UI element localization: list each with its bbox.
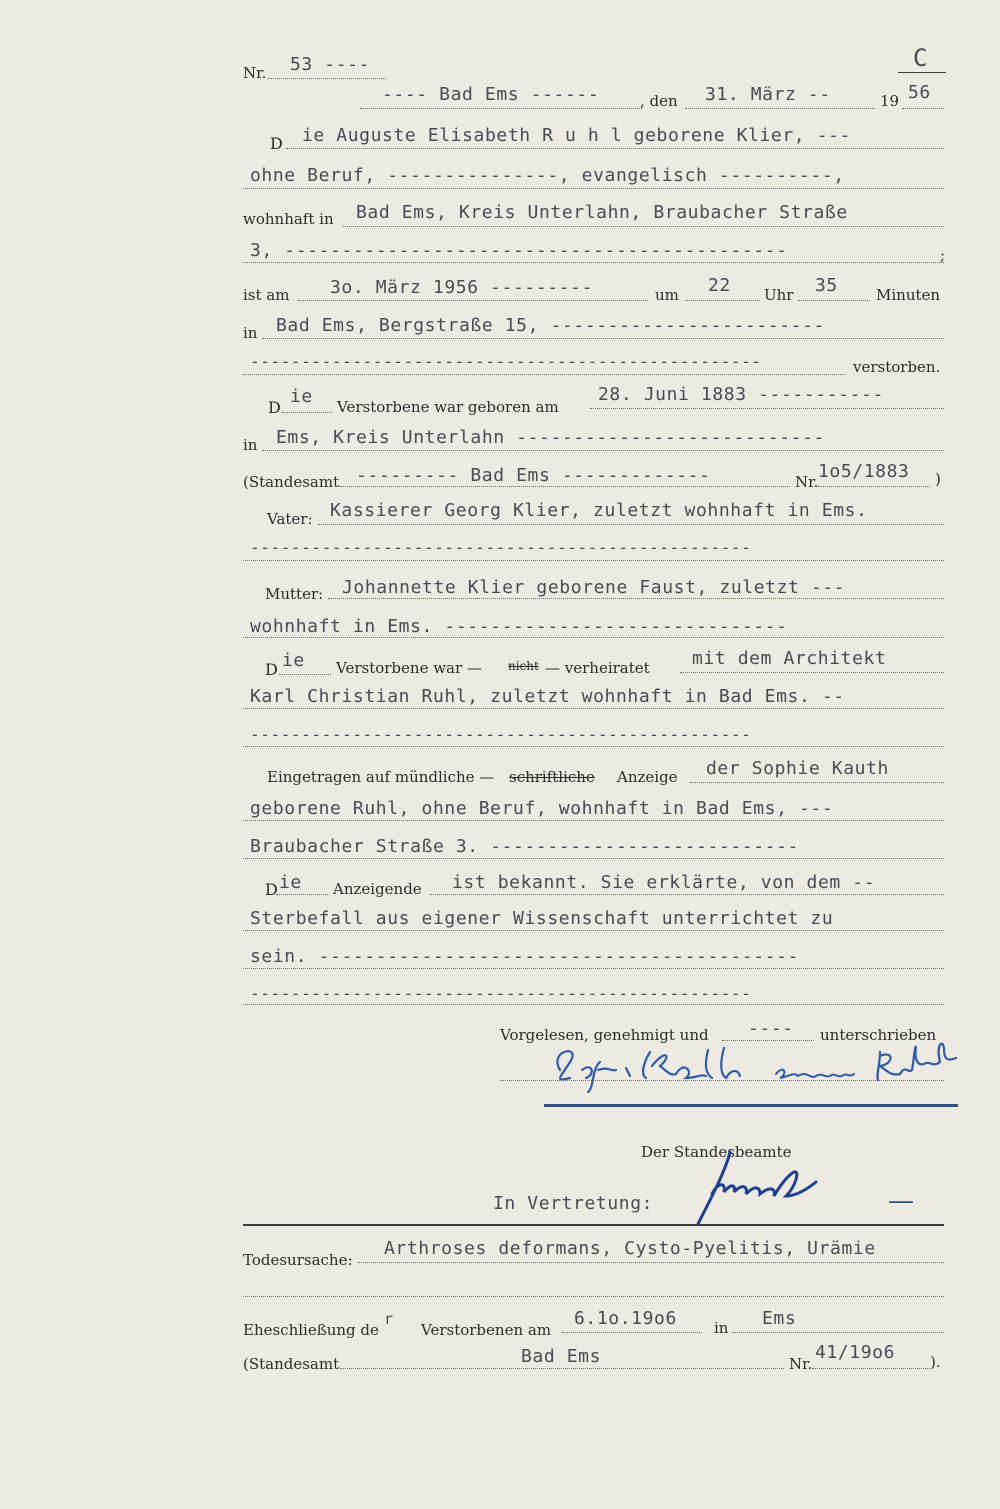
registrar-title: Der Standesbeamte (641, 1143, 792, 1161)
marriage-record-date: 6.1o.19o6 (574, 1308, 677, 1329)
marriage-record-standesamt-label: (Standesamt (243, 1355, 340, 1373)
marriage-label-b: — verheiratet (545, 659, 650, 677)
informant-statement-1: ist bekannt. Sie erklärte, von dem -- (452, 872, 876, 893)
dotted-line (318, 524, 944, 525)
section-rule (243, 1224, 944, 1226)
death-place-cont: -------------------------------------------------- (250, 352, 762, 371)
dotted-line (902, 108, 944, 109)
dotted-line (685, 300, 760, 301)
dotted-line (343, 226, 944, 227)
spouse-name: Karl Christian Ruhl, zuletzt wohnhaft in Bad Ems. -- (250, 686, 845, 707)
informant-address: Braubacher Straße 3. --------------------------- (250, 836, 799, 857)
birth-nr-label: Nr. (795, 473, 819, 491)
entry-label-b: Anzeige (617, 768, 678, 786)
birth-place: Ems, Kreis Unterlahn --------------------------- (276, 427, 825, 448)
informant-statement-2: Sterbefall aus eigener Wissenschaft unterrichtet zu (250, 908, 834, 929)
marriage-record-standesamt: Bad Ems (521, 1346, 602, 1367)
closing-text-b: unterschrieben (820, 1026, 937, 1044)
marriage-record-label-a: Eheschließung de (243, 1321, 379, 1339)
dotted-line (243, 637, 944, 638)
father-label: Vater: (267, 510, 313, 528)
dotted-line (262, 450, 944, 451)
informant-d: D (265, 880, 278, 899)
marriage-record-place: Ems (762, 1308, 797, 1329)
cause-label: Todesursache: (243, 1251, 353, 1269)
entry-struck-word: schriftliche (509, 768, 595, 786)
den-label: , den (640, 92, 678, 110)
corner-mark: C (913, 44, 929, 72)
signature-underline (544, 1104, 958, 1107)
dotted-line (685, 108, 875, 109)
marriage-ie: ie (282, 650, 305, 671)
entry-label-a: Eingetragen auf mündliche — (267, 768, 495, 786)
dotted-line (286, 148, 944, 149)
dotted-line (262, 338, 944, 339)
birth-standesamt: --------- Bad Ems ------------- (356, 465, 711, 486)
semicolon: ; (940, 246, 946, 264)
dotted-line (268, 78, 386, 79)
deceased-occupation-religion: ohne Beruf, ---------------, evangelisch ----------, (250, 165, 845, 186)
informant-details: geborene Ruhl, ohne Beruf, wohnhaft in Bad Ems, --- (250, 798, 834, 819)
informant-name: der Sophie Kauth (706, 758, 889, 779)
informant-statement-3: sein. ------------------------------------------ (250, 946, 799, 967)
record-number: 53 ---- (290, 54, 371, 75)
registration-year: 56 (908, 82, 931, 103)
death-hour: 22 (708, 275, 731, 296)
birth-nr: 1o5/1883 (818, 461, 910, 482)
informant-signature (540, 1032, 980, 1094)
death-place: Bad Ems, Bergstraße 15, ------------------------ (276, 315, 825, 336)
mother-cont: wohnhaft in Ems. ------------------------------ (250, 616, 788, 637)
dotted-line (358, 1262, 944, 1263)
minuten-label: Minuten (876, 286, 941, 304)
verstorben-label: verstorben. (853, 358, 941, 376)
closing-text-a: Vorgelesen, genehmigt und (500, 1026, 709, 1044)
dotted-line (276, 894, 328, 895)
ist-am-label: ist am (243, 286, 290, 304)
corner-underline (898, 72, 946, 73)
year-prefix: 19 (880, 92, 900, 110)
dotted-line (812, 1368, 930, 1369)
marriage-d: D (265, 660, 278, 679)
dotted-line (243, 746, 944, 747)
dotted-line (818, 486, 930, 487)
place-of-registration: ---- Bad Ems ------ (382, 84, 600, 105)
dotted-line (680, 672, 944, 673)
marriage-record-in: in (714, 1319, 729, 1337)
mother-value: Johannette Klier geborene Faust, zuletzt --- (342, 577, 846, 598)
closing-dashes: ---- (748, 1018, 794, 1039)
death-minutes: 35 (815, 275, 838, 296)
birth-close: ) (935, 470, 941, 488)
marriage-record-r: r (384, 1310, 394, 1328)
spouse-cont: ------------------------------------------------- (250, 725, 752, 744)
dotted-line (243, 1296, 944, 1297)
marriage-struck-word: nicht (508, 659, 539, 673)
marriage-record-close: ). (930, 1353, 941, 1371)
dotted-line (690, 782, 944, 783)
deceased-residence: Bad Ems, Kreis Unterlahn, Braubacher Straße (356, 202, 848, 223)
birth-ie: ie (290, 386, 313, 407)
informant-label: Anzeigende (333, 880, 422, 898)
dotted-line (243, 262, 944, 263)
dotted-line (360, 108, 642, 109)
dotted-line (562, 1332, 702, 1333)
birth-in-label: in (243, 436, 258, 454)
informant-ie: ie (279, 872, 302, 893)
wohnhaft-label: wohnhaft in (243, 210, 334, 228)
dotted-line (298, 300, 648, 301)
uhr-label: Uhr (764, 286, 794, 304)
dotted-line (590, 408, 944, 409)
dotted-line (279, 674, 331, 675)
death-date: 3o. März 1956 --------- (330, 277, 594, 298)
birth-standesamt-label: (Standesamt (243, 473, 340, 491)
dotted-line (243, 374, 845, 375)
deceased-name: ie Auguste Elisabeth R u h l geborene Klier, --- (302, 125, 851, 146)
dotted-line (243, 968, 944, 969)
dotted-line (798, 300, 870, 301)
dotted-line (328, 598, 944, 599)
marriage-record-label-b: Verstorbenen am (421, 1321, 552, 1339)
father-value: Kassierer Georg Klier, zuletzt wohnhaft in Ems. (330, 500, 868, 521)
dotted-line (243, 858, 944, 859)
informant-statement-4: ------------------------------------------------- (250, 984, 752, 1003)
dotted-line (243, 820, 944, 821)
cause-of-death: Arthroses deformans, Cysto-Pyelitis, Urämie (384, 1238, 876, 1259)
birth-label: Verstorbene war geboren am (337, 398, 559, 416)
in-vertretung: In Vertretung: (493, 1193, 654, 1214)
dotted-line (732, 1332, 944, 1333)
signature-dash: — (888, 1186, 914, 1216)
nr-label: Nr. (243, 64, 267, 82)
deceased-prefix: D (270, 134, 283, 153)
dotted-line (282, 412, 332, 413)
dotted-line (243, 930, 944, 931)
deceased-residence-cont: 3, -------------------------------------------- (250, 240, 788, 261)
marriage-record-nr: 41/19o6 (815, 1342, 896, 1363)
registration-date: 31. März -- (705, 84, 831, 105)
dotted-line (430, 894, 944, 895)
birth-date: 28. Juni 1883 ----------- (598, 384, 884, 405)
birth-d: D (268, 398, 281, 417)
dotted-line (243, 560, 944, 561)
dotted-line (243, 188, 944, 189)
um-label: um (655, 286, 679, 304)
father-cont: ------------------------------------------------- (250, 538, 752, 557)
dotted-line (243, 708, 944, 709)
dotted-line (243, 1004, 944, 1005)
in-label: in (243, 324, 258, 342)
marriage-label-a: Verstorbene war — (336, 659, 482, 677)
mother-label: Mutter: (265, 585, 324, 603)
dotted-line (340, 486, 790, 487)
marriage-record-nr-label: Nr. (789, 1355, 813, 1373)
dotted-line (340, 1368, 784, 1369)
registrar-signature (690, 1150, 860, 1230)
spouse-title: mit dem Architekt (692, 648, 887, 669)
